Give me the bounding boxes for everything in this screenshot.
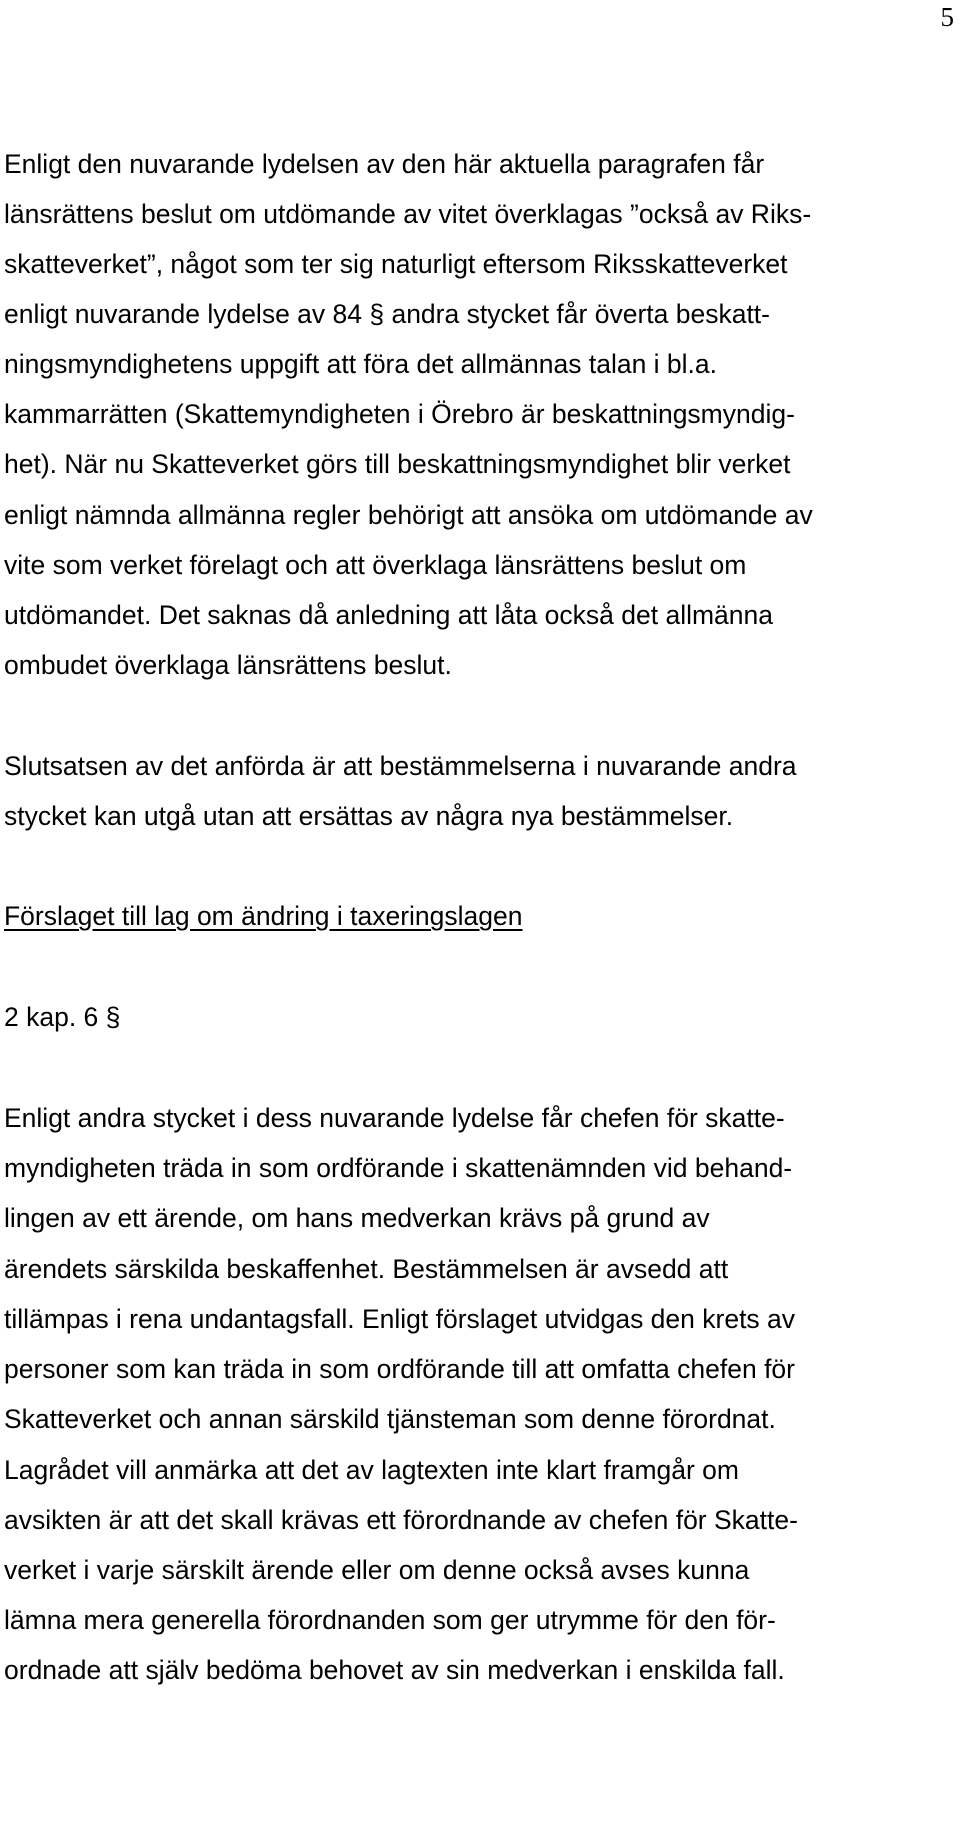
- text-line: vite som verket förelagt och att överklaga länsrättens beslut om: [4, 550, 747, 580]
- text-line: ningsmyndighetens uppgift att föra det allmännas talan i bl.a.: [4, 349, 718, 379]
- text-line: kammarrätten (Skattemyndigheten i Örebro är beskattningsmyndig-: [4, 399, 795, 429]
- text-line: länsrättens beslut om utdömande av vitet överklagas ”också av Riks-: [4, 199, 812, 229]
- text-line: myndigheten träda in som ordförande i skattenämnden vid behand-: [4, 1153, 793, 1183]
- page-number: 5: [940, 2, 954, 32]
- section-heading: Förslaget till lag om ändring i taxeringslagen: [4, 901, 523, 931]
- text-line: avsikten är att det skall krävas ett förordnande av chefen för Skatte-: [4, 1505, 798, 1535]
- text-line: ordnade att själv bedöma behovet av sin medverkan i enskilda fall.: [4, 1655, 785, 1685]
- text-line: stycket kan utgå utan att ersättas av några nya bestämmelser.: [4, 801, 734, 831]
- text-line: lingen av ett ärende, om hans medverkan krävs på grund av: [4, 1203, 710, 1233]
- text-line: personer som kan träda in som ordförande till att omfatta chefen för: [4, 1354, 795, 1384]
- text-line: Enligt den nuvarande lydelsen av den här aktuella paragrafen får: [4, 149, 765, 179]
- text-line: ärendets särskilda beskaffenhet. Bestämmelsen är avsedd att: [4, 1254, 729, 1284]
- text-line: Slutsatsen av det anförda är att bestämmelserna i nuvarande andra: [4, 751, 797, 781]
- text-line: Enligt andra stycket i dess nuvarande lydelse får chefen för skatte-: [4, 1103, 785, 1133]
- section-reference: 2 kap. 6 §: [4, 1002, 121, 1032]
- text-line: verket i varje särskilt ärende eller om denne också avses kunna: [4, 1555, 750, 1585]
- text-line: Lagrådet vill anmärka att det av lagtexten inte klart framgår om: [4, 1455, 739, 1485]
- text-line: ombudet överklaga länsrättens beslut.: [4, 650, 452, 680]
- text-line: tillämpas i rena undantagsfall. Enligt förslaget utvidgas den krets av: [4, 1304, 796, 1334]
- text-line: het). När nu Skatteverket görs till beskattningsmyndighet blir verket: [4, 449, 791, 479]
- text-line: skatteverket”, något som ter sig naturligt eftersom Riksskatteverket: [4, 249, 788, 279]
- text-line: lämna mera generella förordnanden som ger utrymme för den för-: [4, 1605, 776, 1635]
- text-line: enligt nämnda allmänna regler behörigt att ansöka om utdömande av: [4, 500, 813, 530]
- text-line: enligt nuvarande lydelse av 84 § andra stycket får överta beskatt-: [4, 299, 770, 329]
- text-line: utdömandet. Det saknas då anledning att låta också det allmänna: [4, 600, 774, 630]
- text-line: Skatteverket och annan särskild tjänsteman som denne förordnat.: [4, 1404, 776, 1434]
